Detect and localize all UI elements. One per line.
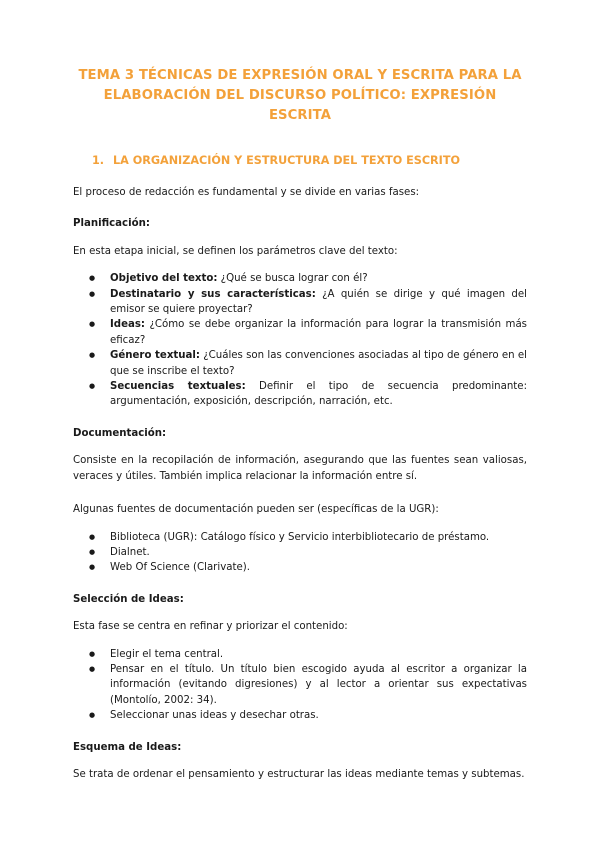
list-item [110,271,527,286]
list-item: ● Elegir el tema central. [110,647,527,662]
documentacion-heading: Documentación: [73,427,167,439]
list-item: ● Web Of Science (Clarivate). [110,560,527,575]
seleccion-heading: Selección de Ideas: [73,593,184,605]
item-label: Ideas: [110,319,146,331]
list-item [110,379,527,410]
list-item: ● Pensar en el título. Un título bien escogido ayuda al escritor a organizar la información (evitando digresiones) y al lector a orientar sus expectativas (Montolío, 2002: 34). [110,662,527,708]
item-label: Secuencias textuales: [110,381,246,393]
item-text: ¿A quién se dirige y qué imagen del emisor se quiere proyectar? [110,288,527,316]
section-title: LA ORGANIZACIÓN Y ESTRUCTURA DEL TEXTO ESCRITO [113,154,460,167]
planificacion-heading: Planificación: [73,218,150,230]
item-text: Definir el tipo de secuencia predominante: argumentación, exposición, descripción, narración, etc. [110,381,527,408]
planificacion-text: En esta etapa inicial, se definen los parámetros clave del texto: [73,245,398,257]
item-text: ¿Qué se busca lograr con él? [217,273,368,285]
documentacion-text: Consiste en la recopilación de información, asegurando que las fuentes sean valiosas, veraces y útiles. También implica relacionar la información entre sí. [73,455,527,482]
documentacion-list [73,530,527,576]
section-heading [73,154,527,167]
item-label: Género textual: [110,350,200,362]
planificacion-list [73,271,527,410]
esquema-heading: Esquema de Ideas: [73,741,182,753]
list-item [110,287,527,318]
document-title: TEMA 3 TÉCNICAS DE EXPRESIÓN ORAL Y ESCRITA PARA LA ELABORACIÓN DEL DISCURSO POLÍTICO: EXPRESIÓN ESCRITA [78,68,522,123]
documentacion-sources-intro: Algunas fuentes de documentación pueden ser (específicas de la UGR): [73,504,439,516]
item-text: ¿Cuáles son las convenciones asociadas al tipo de género en el que se inscribe el texto? [110,350,527,377]
seleccion-text: Esta fase se centra en refinar y priorizar el contenido: [73,621,348,633]
list-item [110,348,527,379]
list-item: ● Seleccionar unas ideas y desechar otras. [110,708,527,723]
section-number: 1. [92,154,105,167]
intro-paragraph: El proceso de redacción es fundamental y se divide en varias fases: [73,187,420,198]
item-text: ¿Cómo se debe organizar la información para lograr la transmisión más eficaz? [110,319,527,346]
item-label: Destinatario y sus características: [110,288,316,300]
esquema-text: Se trata de ordenar el pensamiento y estructurar las ideas mediante temas y subtemas. [73,768,525,780]
seleccion-list [73,647,527,724]
item-label: Objetivo del texto: [110,273,218,285]
list-item [110,317,527,348]
list-item: ● Dialnet. [110,545,527,560]
list-item: ● Biblioteca (UGR): Catálogo físico y Servicio interbibliotecario de préstamo. [110,530,527,545]
